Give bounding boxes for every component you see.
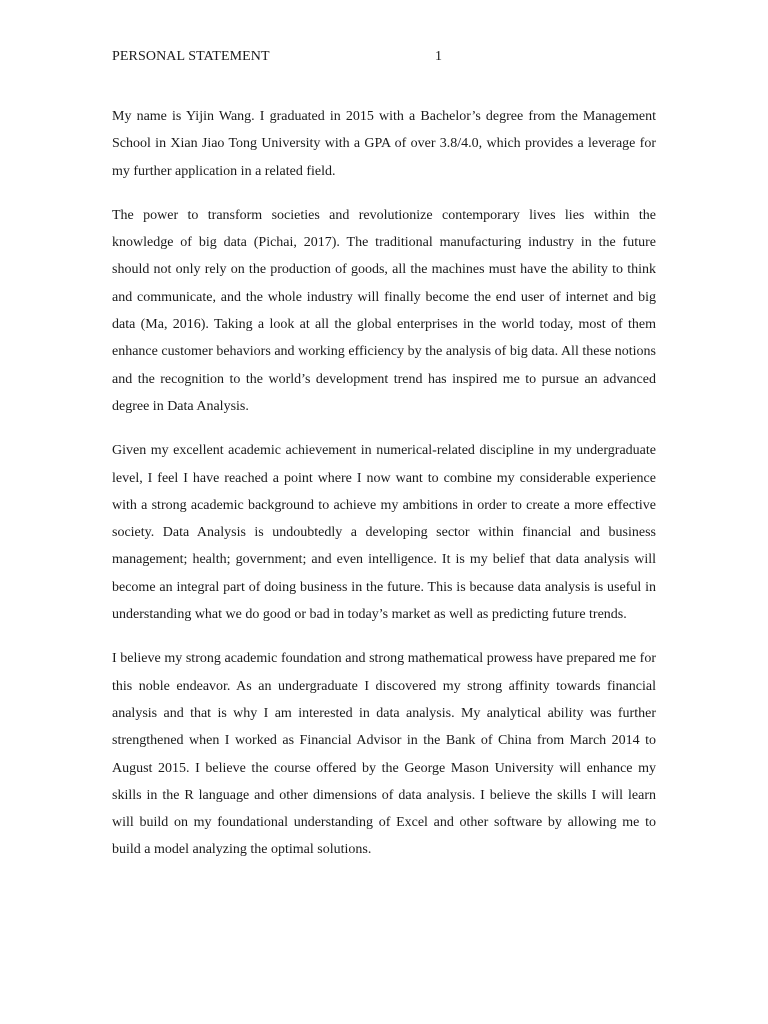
page-number: 1 [435,49,442,64]
paragraph-introduction: My name is Yijin Wang. I graduated in 2015 with a Bachelor’s degree from the Management School in Xian Jiao Tong University with a GPA of over 3.8/4.0, which provides a leverage for my further application in a related field. [112,109,656,179]
page-header [112,46,656,68]
paragraph-big-data: The power to transform societies and revolutionize contemporary lives lies within the knowledge of big data (Pichai, 2017). The traditional manufacturing industry in the future should not only rely on the production of goods, all the machines must have the ability to think and communicate, and the whole industry will finally become the end user of internet and big data (Ma, 2016). Taking a look at all the global enterprises in the world today, most of them enhance customer behaviors and working efficiency by the analysis of big data. All these notions and the recognition to the world’s development trend has inspired me to pursue an advanced degree in Data Analysis. [112,207,656,414]
paragraph-academic-achievement: Given my excellent academic achievement in numerical-related discipline in my undergraduate level, I feel I have reached a point where I now want to combine my considerable experience with a strong academic background to achieve my ambitions in order to create a more effective society. Data Analysis is undoubtedly a developing sector within financial and business management; health; government; and even intelligence. It is my belief that data analysis will become an integral part of doing business in the future. This is because data analysis is useful in understanding what we do good or bad in today’s market as well as predicting future trends. [112,443,656,623]
statement-body [112,103,656,881]
header-title: PERSONAL STATEMENT [112,49,270,64]
paragraph-foundation: I believe my strong academic foundation and strong mathematical prowess have prepared me for this noble endeavor. As an undergraduate I discovered my strong affinity towards financial analysis and that is why I am interested in data analysis. My analytical ability was further strengthened when I worked as Financial Advisor in the Bank of China from March 2014 to August 2015. I believe the course offered by the George Mason University will enhance my skills in the R language and other dimensions of data analysis. I believe the skills I will learn will build on my foundational understanding of Excel and other software by allowing me to build a model analyzing the optimal solutions. [112,651,656,858]
